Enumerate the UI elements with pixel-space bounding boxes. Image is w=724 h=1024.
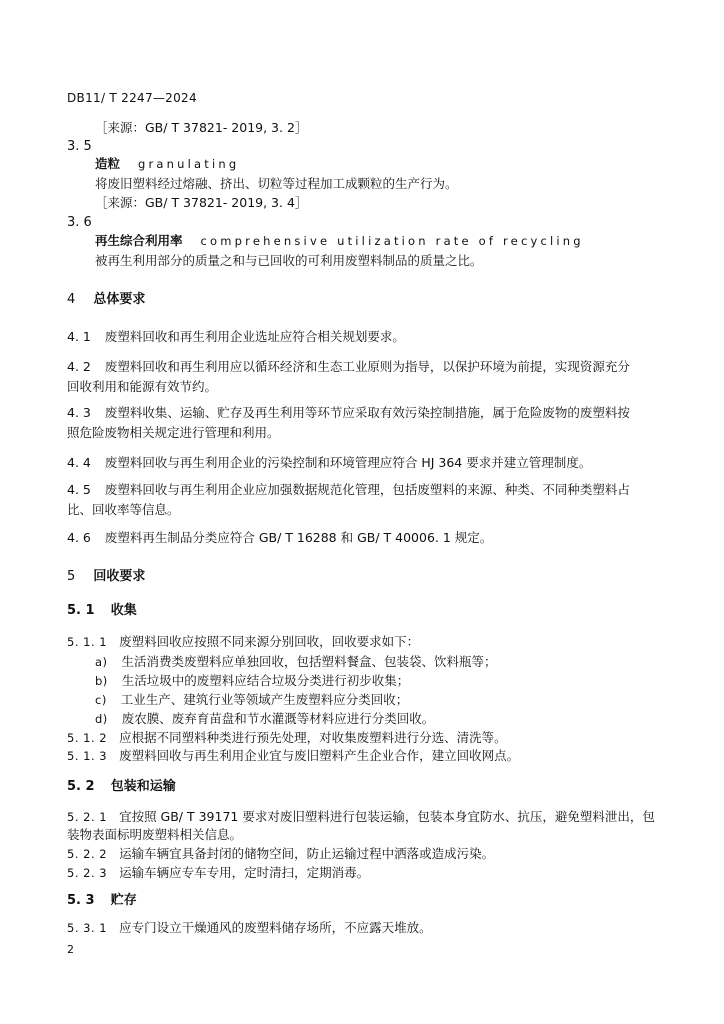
subsection-title: 包装和运输 <box>110 779 176 794</box>
subsection-title: 收集 <box>110 603 137 618</box>
clause-text: 废塑料回收和再生利用应以循环经济和生态工业原则为指导，以保护环境为前提，实现资源充分 <box>104 359 630 374</box>
clause <box>67 867 369 880</box>
subsection-number: 5. 2 <box>67 779 95 794</box>
term-source: ［来源：GB/ T 37821- 2019, 3. 4］ <box>95 195 308 210</box>
clause <box>67 636 419 649</box>
list-item-text: 生活消费类废塑料应单独回收，包括塑料餐盒、包装袋、饮料瓶等； <box>121 654 497 669</box>
section-heading <box>67 293 145 306</box>
clause <box>67 811 655 824</box>
clause-text-continued: 比、回收率等信息。 <box>67 502 180 517</box>
clause-number: 4. 4 <box>67 455 91 470</box>
clause-text: 运输车辆应专车专用，定时清扫，定期消毒。 <box>119 865 370 880</box>
clause <box>67 331 405 344</box>
subsection-heading <box>67 780 176 793</box>
list-marker: b) <box>95 674 108 688</box>
term-chinese: 再生综合利用率 <box>95 233 183 248</box>
term-number: 3. 6 <box>67 215 92 230</box>
section-title: 总体要求 <box>93 292 146 307</box>
list-item <box>95 656 497 669</box>
clause-number: 4. 5 <box>67 482 91 497</box>
subsection-number: 5. 1 <box>67 603 95 618</box>
list-item-text: 生活垃圾中的废塑料应结合垃圾分类进行初步收集； <box>121 673 410 688</box>
clause-number: 5. 1. 3 <box>67 749 108 763</box>
clause-text: 废塑料回收与再生利用企业的污染控制和环境管理应符合 HJ 364 要求并建立管理制度。 <box>104 455 592 470</box>
clause-text: 废塑料收集、运输、贮存及再生利用等环节应采取有效污染控制措施，属于危险废物的废塑料按 <box>104 405 630 420</box>
list-marker: a) <box>95 655 108 669</box>
clause-number: 4. 1 <box>67 329 91 344</box>
section-title: 回收要求 <box>93 569 146 584</box>
clause-text-continued: 装物表面标明废塑料相关信息。 <box>67 827 243 842</box>
list-marker: d) <box>95 712 108 726</box>
clause-text: 废塑料回收和再生利用企业选址应符合相关规划要求。 <box>104 329 405 344</box>
clause-text: 应专门设立干燥通风的废塑料储存场所，不应露天堆放。 <box>119 920 432 935</box>
subsection-heading <box>67 894 137 907</box>
clause-text: 宜按照 GB/ T 39171 要求对废旧塑料进行包装运输，包装本身宜防水、抗压，避免塑料泄出，包 <box>119 809 655 824</box>
section-number: 5 <box>67 569 76 584</box>
term-definition: 被再生利用部分的质量之和与已回收的可利用废塑料制品的质量之比。 <box>95 253 483 268</box>
standard-code-header: DB11/ T 2247—2024 <box>67 91 197 105</box>
list-marker: c) <box>95 693 107 707</box>
clause-number: 4. 2 <box>67 359 91 374</box>
clause-text-continued: 照危险废物相关规定进行管理和利用。 <box>67 425 280 440</box>
list-item <box>95 713 434 726</box>
subsection-number: 5. 3 <box>67 893 95 908</box>
list-item-text: 废农膜、废弃育苗盘和节水灌溉等材料应进行分类回收。 <box>121 711 435 726</box>
term-english: comprehensive utilization rate of recycling <box>200 234 584 248</box>
clause-number: 5. 2. 3 <box>67 866 108 880</box>
term-english: granulating <box>138 157 240 171</box>
clause-text: 废塑料回收应按照不同来源分别回收，回收要求如下： <box>119 634 420 649</box>
term-chinese: 造粒 <box>95 156 121 171</box>
section-heading <box>67 570 145 583</box>
term-heading <box>95 235 584 248</box>
clause-text: 废塑料回收与再生利用企业应加强数据规范化管理，包括废塑料的来源、种类、不同种类塑料占 <box>104 482 630 497</box>
term-definition: 将废旧塑料经过熔融、挤出、切粒等过程加工成颗粒的生产行为。 <box>95 176 458 191</box>
term-source: ［来源：GB/ T 37821- 2019, 3. 2］ <box>95 120 308 135</box>
clause-number: 4. 6 <box>67 530 91 545</box>
list-item <box>95 694 408 707</box>
clause <box>67 848 494 861</box>
subsection-heading <box>67 604 137 617</box>
clause-number: 4. 3 <box>67 405 91 420</box>
clause <box>67 457 591 470</box>
term-number: 3. 5 <box>67 139 92 154</box>
clause <box>67 407 630 420</box>
clause <box>67 484 630 497</box>
clause <box>67 532 492 545</box>
list-item <box>95 675 409 688</box>
clause <box>67 922 432 935</box>
term-heading <box>95 158 239 171</box>
clause-text: 应根据不同塑料种类进行预先处理，对收集废塑料进行分选、清洗等。 <box>119 730 507 745</box>
section-number: 4 <box>67 292 76 307</box>
clause-text: 废塑料回收与再生利用企业宜与废旧塑料产生企业合作，建立回收网点。 <box>119 748 520 763</box>
list-item-text: 工业生产、建筑行业等领域产生废塑料应分类回收； <box>120 692 409 707</box>
clause <box>67 750 519 763</box>
page-number: 2 <box>67 943 74 956</box>
subsection-title: 贮存 <box>110 893 137 908</box>
clause-number: 5. 2. 1 <box>67 810 108 824</box>
clause-text: 运输车辆宜具备封闭的储物空间，防止运输过程中洒落或造成污染。 <box>119 846 495 861</box>
clause-number: 5. 1. 2 <box>67 731 108 745</box>
clause-number: 5. 2. 2 <box>67 847 108 861</box>
clause-number: 5. 3. 1 <box>67 921 108 935</box>
clause <box>67 361 630 374</box>
clause-number: 5. 1. 1 <box>67 635 108 649</box>
clause <box>67 732 507 745</box>
clause-text-continued: 回收利用和能源有效节约。 <box>67 379 218 394</box>
clause-text: 废塑料再生制品分类应符合 GB/ T 16288 和 GB/ T 40006. 1 规定。 <box>104 530 493 545</box>
